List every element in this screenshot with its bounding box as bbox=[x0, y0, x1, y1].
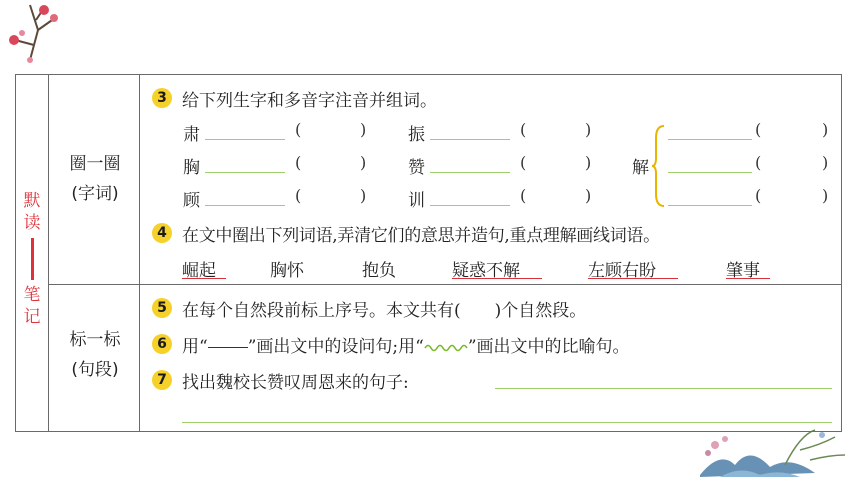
vocab-word: 疑惑不解 bbox=[452, 261, 520, 281]
polyphonic-character: 解 bbox=[632, 158, 649, 178]
answer-line[interactable] bbox=[182, 422, 832, 423]
answer-blank[interactable] bbox=[205, 172, 285, 173]
answer-line[interactable] bbox=[495, 388, 832, 389]
vocab-word: 崛起 bbox=[182, 261, 216, 281]
paren-close: ) bbox=[360, 186, 367, 205]
straight-line-mark bbox=[208, 347, 248, 348]
question-text: 找出魏校长赞叹周恩来的句子: bbox=[182, 373, 409, 393]
paren-close: ) bbox=[585, 153, 592, 172]
character: 训 bbox=[408, 191, 425, 211]
divider bbox=[49, 284, 841, 285]
paren-open: ( bbox=[755, 153, 762, 172]
vocab-word: 左顾右盼 bbox=[588, 261, 656, 281]
answer-blank[interactable] bbox=[668, 139, 752, 140]
underline bbox=[588, 278, 678, 279]
question-text: 在文中圈出下列词语,弄清它们的意思并造句,重点理解画线词语。 bbox=[182, 226, 660, 246]
landscape-decoration bbox=[690, 425, 850, 484]
vocab-word: 肇事 bbox=[726, 261, 760, 281]
paren-open: ( bbox=[295, 120, 302, 139]
underline bbox=[452, 278, 542, 279]
side-label-silent-reading-notes: 默 读 笔 记 bbox=[23, 191, 41, 327]
underline bbox=[182, 278, 226, 279]
character: 振 bbox=[408, 125, 425, 145]
paren-open: ( bbox=[520, 186, 527, 205]
paren-close: ) bbox=[585, 186, 592, 205]
paren-open: ( bbox=[755, 186, 762, 205]
answer-blank[interactable] bbox=[430, 172, 510, 173]
question-number: 4 bbox=[152, 223, 172, 243]
question-number: 6 bbox=[152, 334, 172, 354]
wavy-line-mark bbox=[424, 342, 468, 354]
plum-blossom-decoration bbox=[0, 0, 70, 70]
paren-open: ( bbox=[295, 186, 302, 205]
paren-close: ) bbox=[360, 153, 367, 172]
vocab-word: 抱负 bbox=[362, 261, 396, 281]
brace-icon bbox=[652, 124, 666, 208]
study-notes-table bbox=[15, 74, 842, 432]
section-label-words: 圈一圈 (字词) bbox=[69, 154, 121, 204]
paren-close: ) bbox=[822, 120, 829, 139]
character: 胸 bbox=[183, 158, 200, 178]
question-number: 5 bbox=[152, 298, 172, 318]
answer-blank[interactable] bbox=[205, 205, 285, 206]
question-text: 在每个自然段前标上序号。本文共有( )个自然段。 bbox=[182, 301, 587, 321]
paren-open: ( bbox=[295, 153, 302, 172]
character: 肃 bbox=[183, 125, 200, 145]
character: 顾 bbox=[183, 191, 200, 211]
answer-blank[interactable] bbox=[430, 139, 510, 140]
question-number: 7 bbox=[152, 370, 172, 390]
paren-open: ( bbox=[755, 120, 762, 139]
character: 赞 bbox=[408, 158, 425, 178]
paren-open: ( bbox=[520, 153, 527, 172]
paren-close: ) bbox=[585, 120, 592, 139]
answer-blank[interactable] bbox=[668, 205, 752, 206]
divider bbox=[48, 75, 49, 431]
question-text: 用“ ”画出文中的设问句;用“ ”画出文中的比喻句。 bbox=[182, 337, 630, 357]
paren-close: ) bbox=[822, 186, 829, 205]
answer-blank[interactable] bbox=[668, 172, 752, 173]
underline bbox=[726, 278, 770, 279]
section-label-sentences: 标一标 (句段) bbox=[69, 330, 121, 380]
question-number: 3 bbox=[152, 88, 172, 108]
paren-close: ) bbox=[822, 153, 829, 172]
divider bbox=[139, 75, 140, 431]
paren-open: ( bbox=[520, 120, 527, 139]
vocab-word: 胸怀 bbox=[270, 261, 304, 281]
paren-close: ) bbox=[360, 120, 367, 139]
answer-blank[interactable] bbox=[430, 205, 510, 206]
question-text: 给下列生字和多音字注音并组词。 bbox=[182, 91, 437, 111]
answer-blank[interactable] bbox=[205, 139, 285, 140]
